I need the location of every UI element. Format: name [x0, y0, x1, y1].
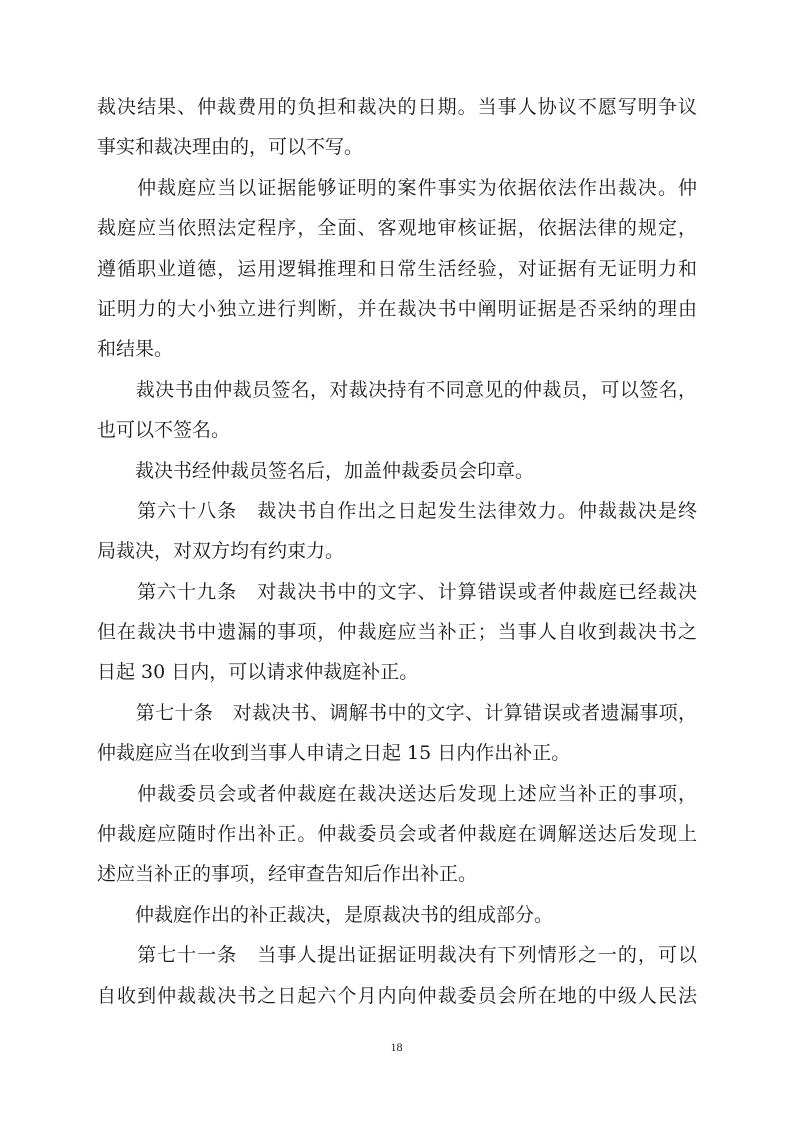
text-line: 第六十八条 裁决书自作出之日起发生法律效力。仲裁裁决是终	[97, 499, 697, 522]
text-line: 第七十一条 当事人提出证据证明裁决有下列情形之一的，可以	[97, 944, 697, 967]
text-line: 裁决书由仲裁员签名，对裁决持有不同意见的仲裁员，可以签名，	[97, 378, 697, 401]
text-line: 和结果。	[97, 338, 174, 361]
text-line: 证明力的大小独立进行判断，并在裁决书中阐明证据是否采纳的理由	[97, 297, 697, 320]
text-line: 局裁决，对双方均有约束力。	[97, 540, 345, 563]
text-line: 仲裁庭作出的补正裁决，是原裁决书的组成部分。	[97, 903, 554, 926]
text-line: 事实和裁决理由的，可以不写。	[97, 136, 364, 159]
body-text	[97, 87, 697, 1016]
text-line: 也可以不签名。	[97, 419, 231, 442]
text-line: 仲裁庭应当以证据能够证明的案件事实为依据依法作出裁决。仲	[97, 176, 697, 199]
text-line: 但在裁决书中遗漏的事项，仲裁庭应当补正；当事人自收到裁决书之	[97, 621, 697, 644]
text-line: 自收到仲裁裁决书之日起六个月内向仲裁委员会所在地的中级人民法	[97, 984, 697, 1007]
text-line: 仲裁庭应随时作出补正。仲裁委员会或者仲裁庭在调解送达后发现上	[97, 823, 697, 846]
page-number: 18	[390, 1040, 403, 1054]
text-line: 仲裁委员会或者仲裁庭在裁决送达后发现上述应当补正的事项，	[97, 782, 697, 805]
text-line: 裁决结果、仲裁费用的负担和裁决的日期。当事人协议不愿写明争议	[97, 96, 697, 118]
text-line: 第六十九条 对裁决书中的文字、计算错误或者仲裁庭已经裁决	[97, 580, 697, 603]
text-line: 裁庭应当依照法定程序，全面、客观地审核证据，依据法律的规定，	[97, 217, 697, 240]
text-line: 裁决书经仲裁员签名后，加盖仲裁委员会印章。	[97, 459, 535, 482]
text-line: 遵循职业道德，运用逻辑推理和日常生活经验，对证据有无证明力和	[97, 257, 697, 280]
text-line: 仲裁庭应当在收到当事人申请之日起 15 日内作出补正。	[97, 742, 571, 765]
text-line: 日起 30 日内，可以请求仲裁庭补正。	[97, 661, 419, 684]
text-line: 述应当补正的事项，经审查告知后作出补正。	[97, 863, 478, 886]
text-line: 第七十条 对裁决书、调解书中的文字、计算错误或者遗漏事项，	[97, 701, 697, 724]
